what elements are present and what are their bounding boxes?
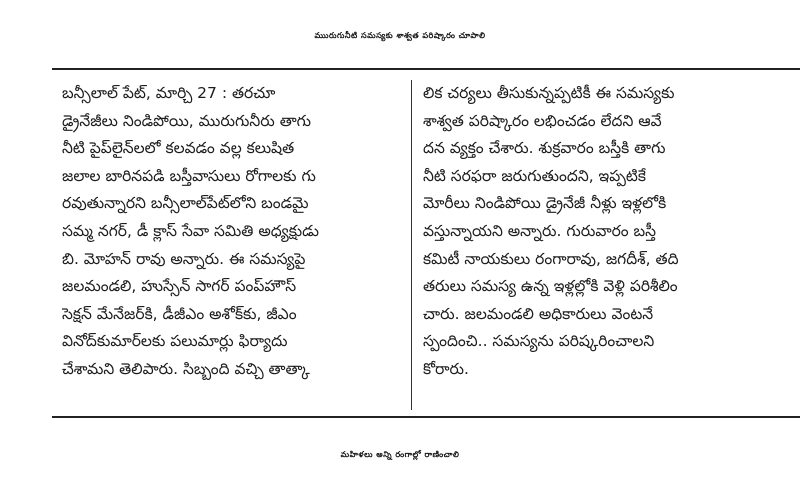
text-line: స్పందించి.. సమస్యను పరిష్కరించాలని [423, 332, 655, 351]
text-line: జలాల బారినపడి బస్తీవాసులు రోగాలకు గు [62, 166, 316, 185]
text-line: రవుతున్నారని బన్సీలాల్‌పేట్‌లోని బండమై [62, 194, 309, 213]
text-line: చేశామని తెలిపారు. సిబ్బంది వచ్చి తాత్కా [62, 359, 310, 378]
text-line: బి. మోహన్ రావు అన్నారు. ఈ సమస్యపై [62, 249, 306, 268]
text-line: వస్తున్నాయని అన్నారు. గురువారం బస్తీ [423, 221, 657, 240]
headline-rule [52, 68, 800, 70]
text-line: చారు. జలమండలి అధికారులు వెంటనే [423, 304, 654, 323]
text-line: కోరారు. [423, 359, 469, 378]
section-rule [52, 416, 800, 418]
text-line: కమిటీ నాయకులు రంగారావు, జగదీశ్, తది [423, 249, 679, 268]
article-headline: ముురుగునీటి సమస్యకు శాశ్వత పరిష్కారం చూపాలి [314, 31, 486, 40]
text-line: వినోద్‌కుమార్‌లకు పలుమార్లు ఫిర్యాదు [62, 332, 288, 351]
text-line: లిక చర్యలు తీసుకున్నప్పటికీ ఈ సమస్యకు [423, 84, 675, 102]
text-line: తరులు సమస్య ఉన్న ఇళ్లల్లోకి వెళ్లి పరిశీలిం [423, 277, 678, 296]
text-line: జలమండలి, హుస్సేన్ సాగర్ పంప్‌హౌస్ [62, 277, 297, 296]
text-line: డ్రైనేజీలు నిండిపోయి, మురుగునీరు తాగు [62, 111, 312, 130]
text-line: మోరీలు నిండిపోయి డ్రైనేజీ నీళ్లు ఇళ్లలోకి [423, 194, 667, 213]
article-column-right [423, 80, 778, 384]
article-column-left [62, 80, 417, 384]
text-line: నీటి సరఫరా జరుగుతుందని, ఇప్పటికే [423, 166, 646, 185]
text-line: బన్సీలాల్ పేట్, మార్చి 27 : తరచూ [62, 84, 276, 102]
text-line: దన వ్యక్తం చేశారు. శుక్రవారం బస్తీకి తాగు [423, 139, 666, 158]
text-line: నీటి పైప్‌లైన్‌లలో కలవడం వల్ల కలుషిత [62, 139, 295, 158]
text-line: శాశ్వత పరిష్కారం లభించడం లేదని ఆవే [423, 111, 662, 130]
next-article-headline: మహిళలు అన్ని రంగాల్లో రాణించాలి [340, 450, 460, 459]
text-line: సెక్షన్ మేనేజర్‌కి, డీజీఎం అశోక్‌కు, జీఎం [62, 304, 297, 323]
text-line: సమ్మ నగర్, డీ క్లాస్ సేవా సమితి అధ్యక్షుడు [62, 221, 319, 240]
column-divider [411, 80, 412, 410]
